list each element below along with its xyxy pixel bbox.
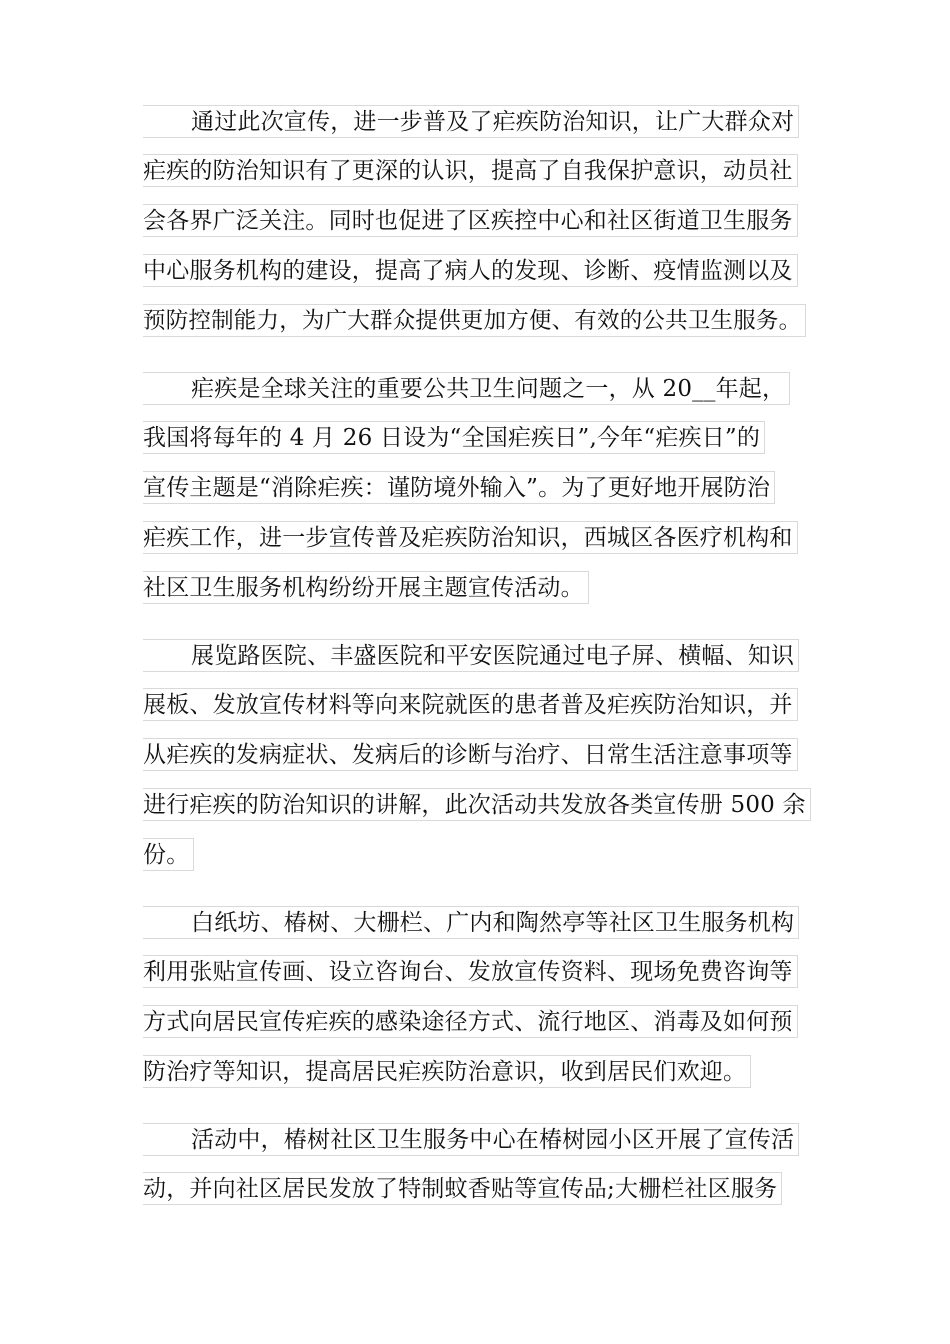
paragraph-3-line-5: 份。 bbox=[143, 838, 194, 871]
paragraph-2-line-4: 疟疾工作，进一步宣传普及疟疾防治知识，西城区各医疗机构和 bbox=[143, 521, 798, 554]
paragraph-1-line-4: 中心服务机构的建设，提高了病人的发现、诊断、疫情监测以及 bbox=[143, 254, 798, 287]
paragraph-1-line-1: 通过此次宣传，进一步普及了疟疾防治知识，让广大群众对 bbox=[143, 105, 799, 138]
paragraph-5-line-2: 动，并向社区居民发放了特制蚊香贴等宣传品;大栅栏社区服务 bbox=[143, 1172, 782, 1205]
paragraph-2-line-1: 疟疾是全球关注的重要公共卫生问题之一，从 20__年起， bbox=[143, 372, 790, 405]
paragraph-4-line-2: 利用张贴宣传画、设立咨询台、发放宣传资料、现场免费咨询等 bbox=[143, 955, 798, 988]
paragraph-2-line-2: 我国将每年的 4 月 26 日设为“全国疟疾日”,今年“疟疾日”的 bbox=[143, 421, 765, 454]
paragraph-4-line-3: 方式向居民宣传疟疾的感染途径方式、流行地区、消毒及如何预 bbox=[143, 1005, 798, 1038]
paragraph-2-line-5: 社区卫生服务机构纷纷开展主题宣传活动。 bbox=[143, 571, 589, 604]
paragraph-4-line-4: 防治疗等知识，提高居民疟疾防治意识，收到居民们欢迎。 bbox=[143, 1055, 751, 1088]
paragraph-3-line-2: 展板、发放宣传材料等向来院就医的患者普及疟疾防治知识，并 bbox=[143, 688, 798, 721]
paragraph-1-line-2: 疟疾的防治知识有了更深的认识，提高了自我保护意识，动员社 bbox=[143, 154, 798, 187]
paragraph-1-line-3: 会各界广泛关注。同时也促进了区疾控中心和社区街道卫生服务 bbox=[143, 204, 798, 237]
paragraph-4-line-1: 白纸坊、椿树、大栅栏、广内和陶然亭等社区卫生服务机构 bbox=[143, 906, 799, 939]
paragraph-5-line-1: 活动中，椿树社区卫生服务中心在椿树园小区开展了宣传活 bbox=[143, 1123, 799, 1156]
paragraph-3-line-4: 进行疟疾的防治知识的讲解，此次活动共发放各类宣传册 500 余 bbox=[143, 788, 811, 821]
paragraph-1-line-5: 预防控制能力，为广大群众提供更加方便、有效的公共卫生服务。 bbox=[143, 304, 806, 337]
paragraph-2-line-3: 宣传主题是“消除疟疾：谨防境外输入”。为了更好地开展防治 bbox=[143, 471, 775, 504]
paragraph-3-line-3: 从疟疾的发病症状、发病后的诊断与治疗、日常生活注意事项等 bbox=[143, 738, 798, 771]
paragraph-3-line-1: 展览路医院、丰盛医院和平安医院通过电子屏、横幅、知识 bbox=[143, 639, 799, 672]
